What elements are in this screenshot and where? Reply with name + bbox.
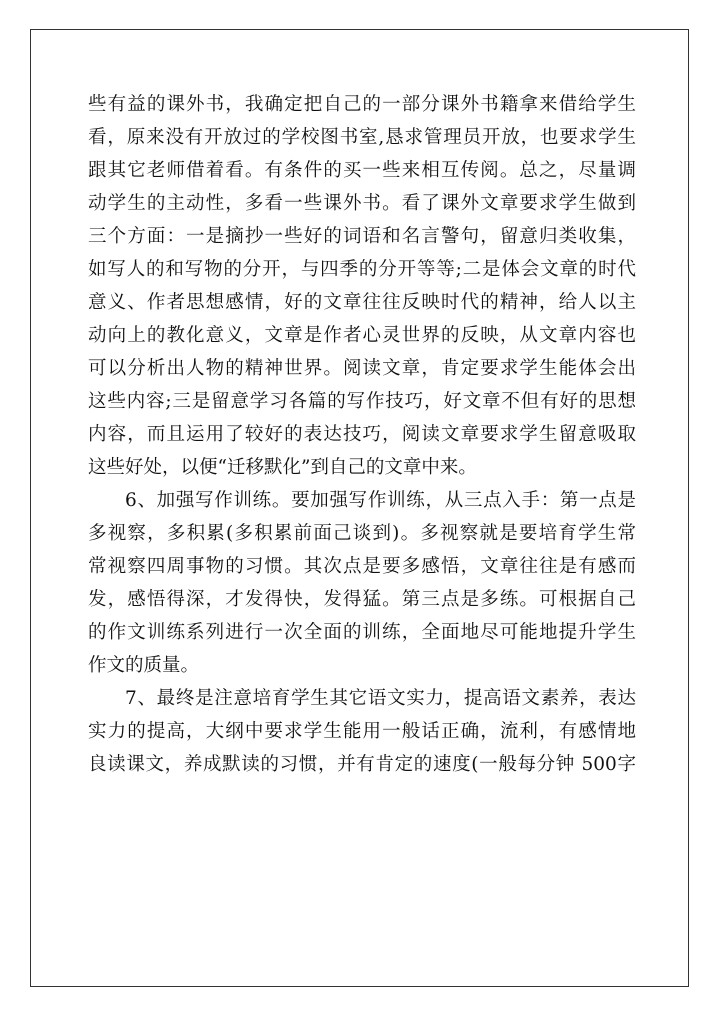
paragraph-item-7 [88, 682, 636, 781]
text-line: 这些内容;三是留意学习各篇的写作技巧，好文章不但有好的思想 [88, 391, 636, 412]
text-line: 些有益的课外书，我确定把自己的一部分课外书籍拿来借给学生 [88, 94, 636, 115]
text-line: 三个方面：一是摘抄一些好的词语和名言警句，留意归类收集， [88, 226, 636, 247]
paragraph-1 [88, 88, 636, 484]
text-line: 实力的提高，大纲中要求学生能用一般话正确，流利，有感情地 [88, 721, 636, 742]
text-line: 发，感悟得深，才发得快，发得猛。第三点是多练。可根据自己 [88, 589, 636, 610]
text-line: 可以分析出人物的精神世界。阅读文章，肯定要求学生能体会出 [88, 358, 636, 379]
text-line: 跟其它老师借着看。有条件的买一些来相互传阅。总之，尽量调 [88, 160, 636, 181]
paragraph-item-6 [88, 484, 636, 682]
text-line: 如写人的和写物的分开，与四季的分开等等;二是体会文章的时代 [88, 259, 636, 280]
text-line: 常视察四周事物的习惯。其次点是要多感悟，文章往往是有感而 [88, 556, 636, 577]
text-line: 看，原来没有开放过的学校图书室,恳求管理员开放，也要求学生 [88, 127, 636, 148]
text-line: 动学生的主动性，多看一些课外书。看了课外文章要求学生做到 [88, 193, 636, 214]
text-line: 的作文训练系列进行一次全面的训练，全面地尽可能地提升学生 [88, 622, 636, 643]
document-body [88, 88, 636, 781]
text-line: 这些好处，以便“迁移默化”到自己的文章中来。 [88, 457, 477, 478]
text-line: 良读课文，养成默读的习惯，并有肯定的速度(一般每分钟 500字 [88, 754, 636, 775]
text-line: 动向上的教化意义，文章是作者心灵世界的反映，从文章内容也 [88, 325, 636, 346]
text-line: 7、最终是注意培育学生其它语文实力，提高语文素养，表达 [125, 688, 636, 709]
text-line: 内容，而且运用了较好的表达技巧，阅读文章要求学生留意吸取 [88, 424, 636, 445]
text-line: 意义、作者思想感情，好的文章往往反映时代的精神，给人以主 [88, 292, 636, 313]
text-line: 作文的质量。 [88, 655, 200, 676]
text-line: 6、加强写作训练。要加强写作训练，从三点入手：第一点是 [125, 490, 636, 511]
text-line: 多视察，多积累(多积累前面己谈到)。多视察就是要培育学生常 [88, 523, 636, 544]
